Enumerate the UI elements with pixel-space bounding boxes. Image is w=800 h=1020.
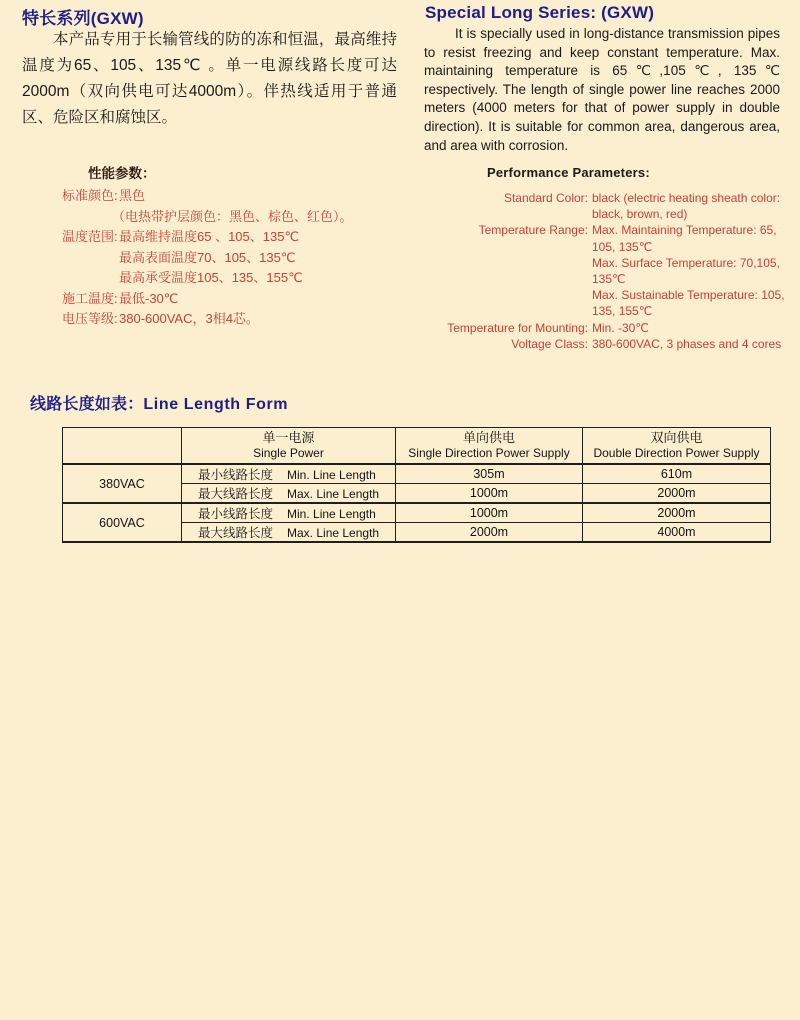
line-length-table: [62, 427, 771, 543]
param-value-line: 135℃: [592, 272, 626, 287]
param-value: [592, 320, 649, 336]
line-type-cn: 最小线路长度: [198, 507, 274, 521]
voltage-cell: 380VAC: [63, 464, 182, 503]
param-row: [112, 207, 353, 228]
line-type-en: Max. Line Length: [287, 526, 380, 540]
param-value: 最高表面温度70、105、135℃: [119, 249, 296, 265]
value-cell: 4000m: [583, 523, 771, 543]
line-type-en: Min. Line Length: [287, 507, 376, 521]
header-cell-empty: [63, 428, 182, 465]
value-cell: 2000m: [583, 503, 771, 523]
param-row: [62, 289, 353, 310]
table-row: [63, 503, 771, 523]
header-label-en: Single Direction Power Supply: [408, 446, 570, 460]
param-value: 最高承受温度105、135、155℃: [119, 270, 303, 285]
param-value: [592, 336, 781, 352]
param-label: 施工温度:: [62, 290, 118, 306]
param-value-line: Max. Sustainable Temperature: 105,: [592, 288, 785, 303]
line-type-cn: 最大线路长度: [198, 487, 274, 501]
param-value: 黑色: [119, 188, 146, 203]
param-value: 380-600VAC，3相4芯。: [119, 311, 259, 326]
value-cell: 1000m: [396, 503, 583, 523]
line-type-cn: 最小线路长度: [198, 468, 274, 482]
header-cell-single-power: [182, 428, 396, 465]
param-row: [438, 222, 798, 319]
param-value: 最高维持温度65 、105、135℃: [119, 229, 300, 244]
param-row: [62, 186, 353, 207]
param-value: 最低-30℃: [119, 290, 179, 306]
param-row: [119, 268, 353, 289]
line-type-cell: [182, 503, 396, 523]
value-cell: 2000m: [396, 523, 583, 543]
param-label: Standard Color:: [503, 191, 588, 205]
line-type-cell: [182, 484, 396, 504]
performance-parameters-cn: [62, 186, 353, 330]
param-row: [438, 336, 798, 352]
header-label-cn: 双向供电: [650, 430, 703, 445]
param-label: 标准颜色:: [62, 188, 118, 203]
param-label: 电压等级:: [62, 311, 118, 326]
param-value-line: black, brown, red): [592, 207, 688, 222]
param-value-line: black (electric heating sheath color:: [592, 191, 781, 205]
section-title-cn: 特长系列(GXW): [22, 9, 144, 28]
value-cell: 610m: [583, 464, 771, 484]
param-row: [62, 309, 353, 330]
performance-parameters-en: [438, 190, 798, 352]
header-label-en: Single Power: [253, 446, 324, 460]
table-header-row: [63, 428, 771, 465]
param-label: Voltage Class:: [511, 336, 588, 351]
param-label: Temperature for Mounting:: [447, 320, 588, 335]
header-label-cn: 单向供电: [462, 430, 515, 445]
param-row: [438, 320, 798, 336]
line-type-en: Min. Line Length: [287, 468, 376, 482]
line-type-cell: [182, 464, 396, 484]
intro-paragraph-en: It is specially used in long-distance transmission pipes to resist freezing and keep constant temperature. Max. maintaining temperature is 65℃,105℃, 135℃ respectively. The length of single power line reaches 2000 meters (4000 meters for that of power supply in double direction). It is suitable for common area, dangerous area, and area with corrosion.: [424, 26, 780, 153]
performance-parameters-heading-en: Performance Parameters:: [487, 165, 650, 180]
param-row: [438, 190, 798, 222]
intro-paragraph-cn: 本产品专用于长输管线的防的冻和恒温，最高维持温度为65、105、135℃ 。单一电源线路长度可达2000m（双向供电可达4000m）。伴热线适用于普通区、危险区和腐蚀区。: [22, 31, 397, 126]
value-cell: 305m: [396, 464, 583, 484]
param-value-line: Max. Surface Temperature: 70,105,: [592, 255, 780, 270]
param-row: [62, 227, 353, 248]
header-cell-double-direction: [583, 428, 771, 465]
param-label: Temperature Range:: [478, 223, 588, 238]
header-cell-single-direction: [396, 428, 583, 465]
param-value-line: 135, 155℃: [592, 304, 653, 319]
line-type-en: Max. Line Length: [287, 487, 380, 501]
line-length-form-heading: [30, 391, 288, 414]
param-label: 温度范围:: [62, 229, 118, 244]
line-length-form-heading-cn: 线路长度如表：: [30, 396, 144, 413]
value-cell: 1000m: [396, 484, 583, 504]
param-value: [592, 190, 780, 222]
param-value-line: Max. Maintaining Temperature: 65,: [592, 223, 777, 238]
line-length-form-heading-en: Line Length Form: [143, 396, 289, 413]
line-type-cn: 最大线路长度: [198, 526, 274, 540]
param-value-line: 105, 135℃: [592, 239, 653, 254]
performance-parameters-heading-cn: 性能参数：: [88, 166, 156, 181]
header-label-en: Double Direction Power Supply: [593, 446, 760, 460]
param-row: [119, 248, 353, 269]
param-value-line: 380-600VAC, 3 phases and 4 cores: [592, 336, 782, 351]
header-label-cn: 单一电源: [262, 430, 315, 445]
param-value: （电热带护层颜色：黑色、棕色、红色）。: [112, 208, 353, 224]
value-cell: 2000m: [583, 484, 771, 504]
section-title-en: Special Long Series: (GXW): [425, 3, 655, 22]
line-type-cell: [182, 523, 396, 543]
voltage-cell: 600VAC: [63, 503, 182, 542]
table-row: [63, 464, 771, 484]
param-value-line: Min. -30℃: [592, 320, 649, 335]
param-value: [592, 222, 785, 319]
